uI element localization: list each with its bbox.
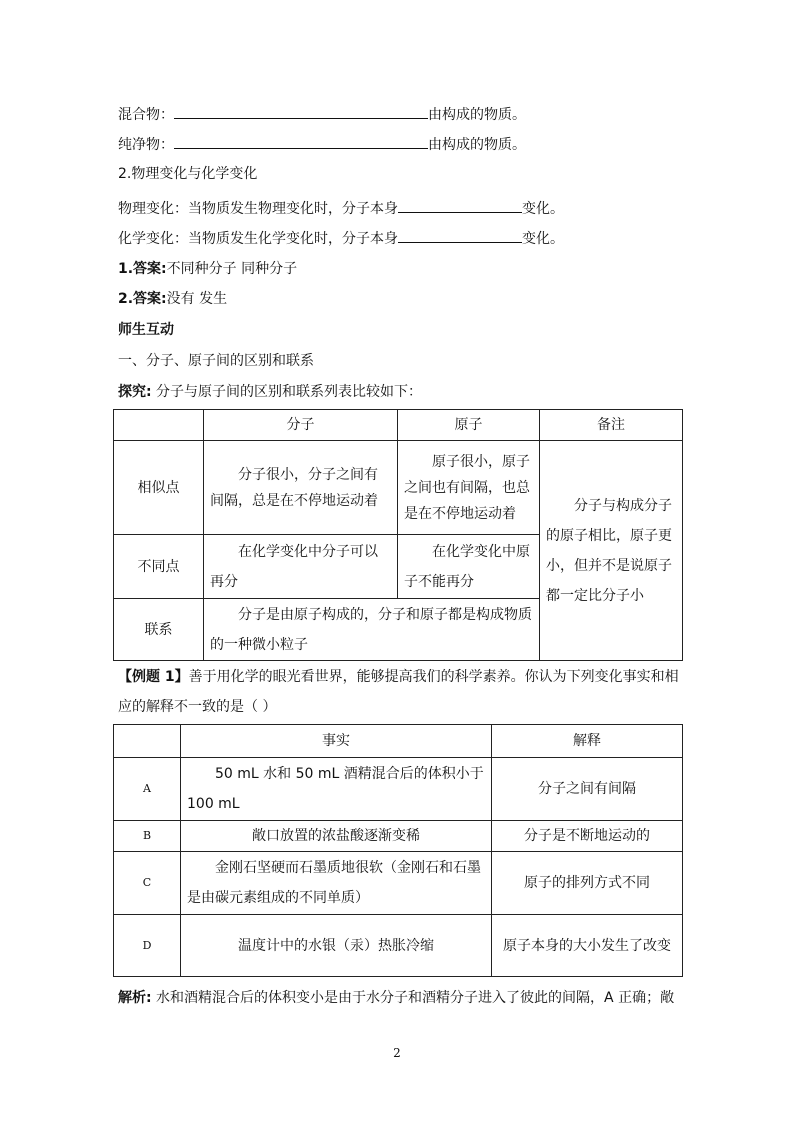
comparison-header-molecule: 分子: [204, 410, 398, 441]
page-number: 2: [393, 1046, 401, 1060]
comparison-header-row: [114, 410, 683, 441]
example-row-a: [114, 758, 683, 821]
pure-label: 纯净物：: [118, 137, 174, 153]
example-row-c: [114, 852, 683, 915]
answer-1-text: 不同种分子 同种分子: [166, 261, 298, 277]
option-b: B: [114, 821, 181, 852]
explanation-c: 原子的排列方式不同: [492, 852, 683, 915]
row-label-relation: 联系: [114, 599, 204, 661]
answer-2-label: 2.答案:: [118, 291, 167, 307]
mixture-line: [118, 104, 526, 125]
row-label-similar: 相似点: [114, 441, 204, 535]
example-header-row: [114, 725, 683, 758]
fact-a: 50 mL 水和 50 mL 酒精混合后的体积小于 100 mL: [181, 758, 492, 821]
comparison-note-cell: 分子与构成分子的原子相比，原子更小，但并不是说原子都一定比分子小: [540, 441, 683, 661]
analysis-text: 水和酒精混合后的体积变小是由于水分子和酒精分子进入了彼此的间隔，A 正确；敞: [151, 990, 675, 1006]
difference-atom-cell: 在化学变化中原子不能再分: [398, 535, 540, 599]
pure-line: [118, 134, 526, 155]
difference-molecule-cell: 在化学变化中分子可以再分: [204, 535, 398, 599]
option-c: C: [114, 852, 181, 915]
pure-suffix: 由构成的物质。: [428, 137, 526, 153]
answer-1-label: 1.答案:: [118, 261, 167, 277]
answer-2: [118, 289, 227, 309]
example-line-2: 应的解释不一致的是（ ）: [118, 699, 277, 715]
option-a: A: [114, 758, 181, 821]
example-table: [113, 724, 683, 977]
chemical-change-line: [118, 228, 564, 249]
relation-merged-cell: 分子是由原子构成的，分子和原子都是构成物质的一种微小粒子: [204, 599, 540, 661]
comparison-header-atom: 原子: [398, 410, 540, 441]
explanation-b: 分子是不断地运动的: [492, 821, 683, 852]
physical-suffix: 变化。: [522, 201, 564, 217]
mixture-blank[interactable]: [174, 104, 428, 119]
explore-text: 分子与原子间的区别和联系列表比较如下：: [151, 384, 423, 400]
answer-2-text: 没有 发生: [166, 291, 228, 307]
example-line-1: [118, 667, 679, 687]
analysis-line: [118, 988, 674, 1008]
example-header-empty: [114, 725, 181, 758]
physical-blank[interactable]: [398, 198, 522, 213]
interaction-subheading: 一、分子、原子间的区别和联系: [118, 353, 314, 369]
explanation-a: 分子之间有间隔: [492, 758, 683, 821]
comparison-table: [113, 409, 683, 661]
chemical-blank[interactable]: [398, 228, 522, 243]
section2-title: 2.物理变化与化学变化: [118, 166, 258, 182]
option-d: D: [114, 915, 181, 977]
fact-c: 金刚石坚硬而石墨质地很软（金刚石和石墨是由碳元素组成的不同单质）: [181, 852, 492, 915]
example-label: 【例题 1】: [118, 669, 189, 685]
fact-d: 温度计中的水银（汞）热胀冷缩: [181, 915, 492, 977]
comparison-row-similar: [114, 441, 683, 535]
example-header-explanation: 解释: [492, 725, 683, 758]
comparison-header-note: 备注: [540, 410, 683, 441]
explore-line: [118, 382, 422, 402]
interaction-heading: 师生互动: [118, 322, 174, 338]
similar-atom-cell: 原子很小，原子之间也有间隔，也总是在不停地运动着: [398, 441, 540, 535]
explore-label: 探究:: [118, 384, 152, 400]
mixture-suffix: 由构成的物质。: [428, 107, 526, 123]
answer-1: [118, 259, 297, 279]
example-row-b: [114, 821, 683, 852]
similar-molecule-cell: 分子很小，分子之间有间隔，总是在不停地运动着: [204, 441, 398, 535]
analysis-label: 解析:: [118, 990, 152, 1006]
explanation-d: 原子本身的大小发生了改变: [492, 915, 683, 977]
chemical-prefix: 化学变化：当物质发生化学变化时，分子本身: [118, 231, 398, 247]
mixture-label: 混合物：: [118, 107, 174, 123]
physical-prefix: 物理变化：当物质发生物理变化时，分子本身: [118, 201, 398, 217]
pure-blank[interactable]: [174, 134, 428, 149]
row-label-difference: 不同点: [114, 535, 204, 599]
example-row-d: [114, 915, 683, 977]
example-text-1: 善于用化学的眼光看世界，能够提高我们的科学素养。你认为下列变化事实和相: [188, 669, 679, 685]
example-header-fact: 事实: [181, 725, 492, 758]
physical-change-line: [118, 198, 564, 219]
chemical-suffix: 变化。: [522, 231, 564, 247]
fact-b: 敞口放置的浓盐酸逐渐变稀: [181, 821, 492, 852]
comparison-header-empty: [114, 410, 204, 441]
